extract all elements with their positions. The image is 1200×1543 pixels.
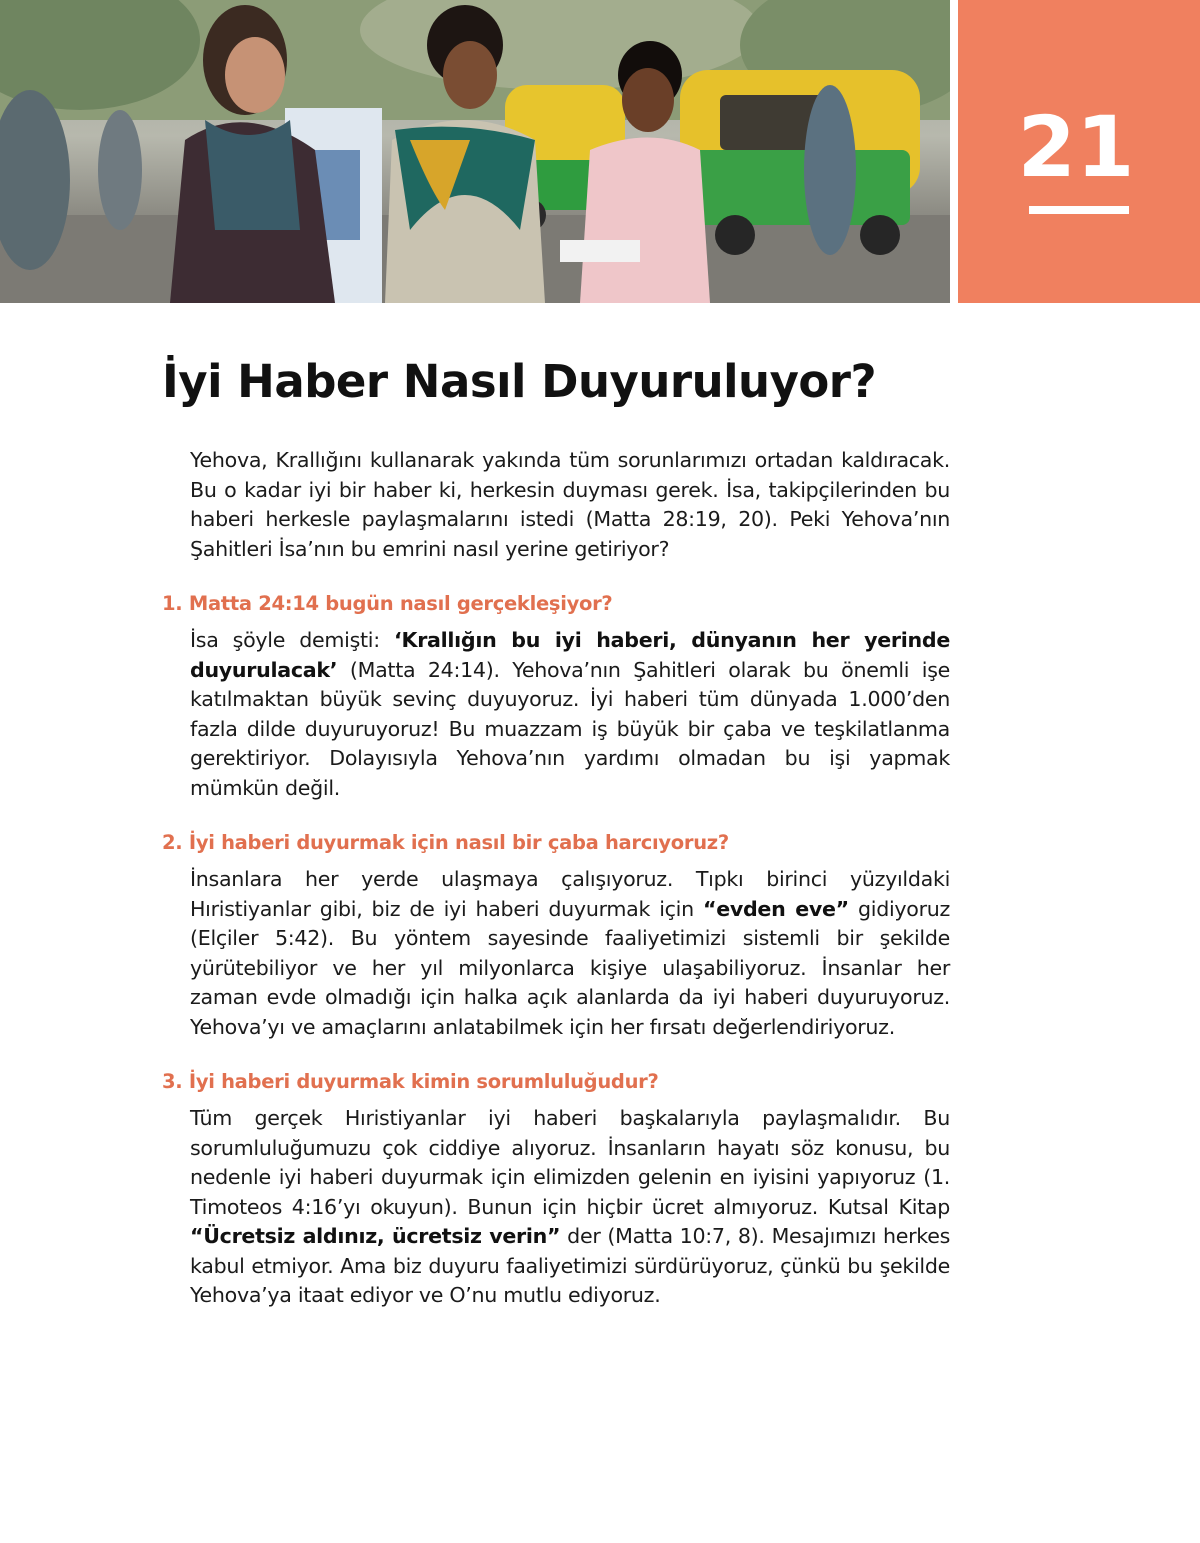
- photo-bystander: [804, 85, 856, 255]
- header-banner: [0, 0, 1200, 303]
- section-heading-2: 2. İyi haberi duyurmak için nasıl bir çaba harcıyoruz?: [162, 831, 729, 854]
- section-text: Tüm gerçek Hıristiyanlar iyi haberi başkalarıyla paylaşmalıdır. Bu sorumluluğumuzu çok ciddiye alıyoruz. İnsanların hayatı söz konusu, bu nedenle iyi haberi duyurmak için elimizden gelenin en iyisini yapıyoruz (1. Timoteos 4:16’yı okuyun). Bunun için hiçbir ücret almıyoruz. Kutsal Kitap: [190, 1106, 950, 1219]
- section-paragraph-3: [190, 1104, 950, 1311]
- section-heading-3: 3. İyi haberi duyurmak kimin sorumluluğudur?: [162, 1070, 659, 1093]
- section-quote: “evden eve”: [702, 896, 849, 921]
- lesson-number-box: [958, 0, 1200, 303]
- section-text: (Matta 24:14). Yehova’nın Şahitleri olarak bu önemli işe katılmaktan büyük sevinç duyuyoruz. İyi haberi tüm dünyada 1.000’den fazla dilde duyuruyoruz! Bu muazzam iş büyük bir çaba ve teşkilatlanma gerektiriyor. Dolayısıyla Yehova’nın yardımı olmadan bu işi yapmak mümkün değil.: [190, 657, 950, 800]
- section-paragraph-2: [190, 865, 950, 1042]
- lesson-number-underline: [1029, 206, 1129, 214]
- photo-bystander: [98, 110, 142, 230]
- section-heading-1: 1. Matta 24:14 bugün nasıl gerçekleşiyor?: [162, 592, 613, 615]
- intro-paragraph: Yehova, Krallığını kullanarak yakında tüm sorunlarımızı ortadan kaldıracak. Bu o kadar iyi bir haber ki, herkesin duyması gerek. İsa, takipçilerinden bu haberi herkesle paylaşmalarını istedi (Matta 28:19, 20). Peki Yehova’nın Şahitleri İsa’nın bu emrini nasıl yerine getiriyor?: [190, 448, 950, 561]
- street-preaching-photo: [0, 0, 950, 303]
- section-text: İnsanlara her yerde ulaşmaya çalışıyoruz. Tıpkı birinci yüzyıldaki Hıristiyanlar gibi, biz de iyi haberi duyurmak için: [190, 867, 950, 921]
- lesson-number: 21: [1017, 98, 1135, 196]
- section-text: der (Matta 10:7, 8). Mesajımızı herkes kabul etmiyor. Ama biz duyuru faaliyetimizi sürdürüyoruz, çünkü bu şekilde Yehova’ya itaat ediyor ve O’nu mutlu ediyoruz.: [190, 1224, 950, 1307]
- lesson-content: [162, 446, 951, 1311]
- section-paragraph-1: [190, 626, 950, 803]
- section-text: gidiyoruz (Elçiler 5:42). Bu yöntem sayesinde faaliyetimizi sistemli bir şekilde yürütebiliyor ve her yıl milyonlarca kişiye ulaşabiliyoruz. İnsanlar her zaman evde olmadığı için halka açık alanlarda da iyi haberi duyuruyoruz. Yehova’yı ve amaçlarını anlatabilmek için her fırsatı değerlendiriyoruz.: [190, 896, 951, 1039]
- section-quote: ‘Krallığın bu iyi haberi, dünyanın her yerinde duyurulacak’: [190, 628, 950, 682]
- section-quote: “Ücretsiz aldınız, ücretsiz verin”: [190, 1224, 561, 1248]
- photo-illustration: [0, 0, 950, 303]
- section-text: İsa şöyle demişti:: [190, 628, 395, 652]
- page-title: İyi Haber Nasıl Duyuruluyor?: [162, 355, 877, 408]
